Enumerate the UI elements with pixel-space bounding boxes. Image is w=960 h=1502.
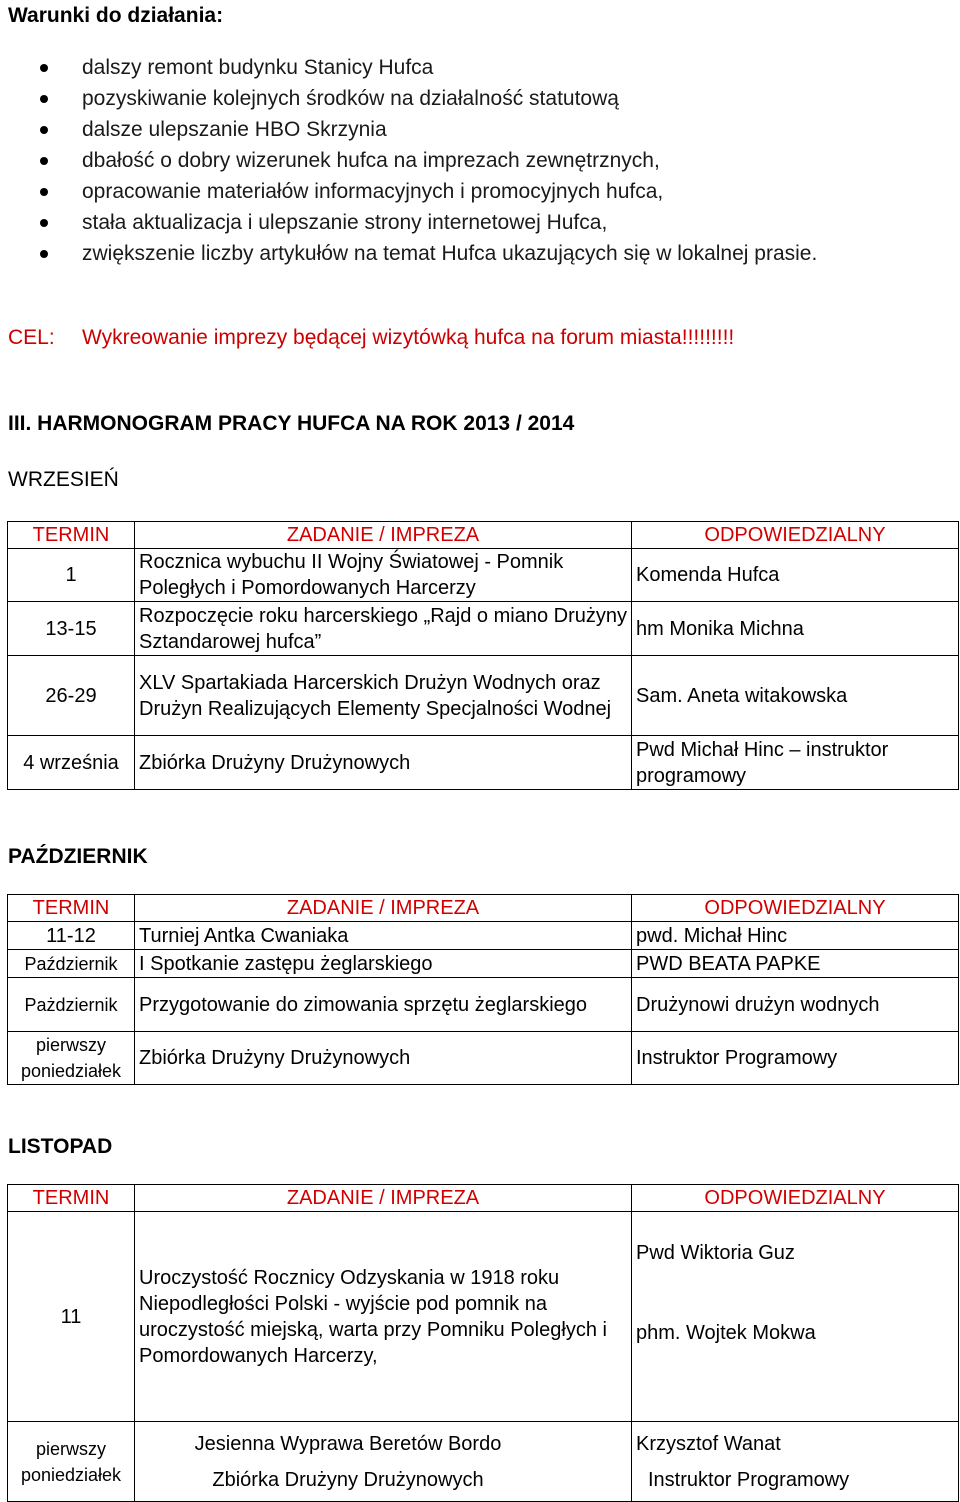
bullet-icon [40, 126, 48, 134]
cell-zadanie: I Spotkanie zastępu żeglarskiego [135, 950, 632, 978]
bullet-icon [40, 219, 48, 227]
goal-text: Wykreowanie imprezy będącej wizytówką hufca na forum miasta [82, 326, 682, 349]
header-odpowiedzialny: ODPOWIEDZIALNY [632, 522, 959, 549]
cell-termin: pierwszy poniedziałek [8, 1422, 135, 1502]
month-title-october: PAŹDZIERNIK [8, 845, 148, 868]
table-row [8, 978, 959, 1032]
cell-zadanie [135, 1422, 632, 1502]
table-row [8, 1212, 959, 1422]
cell-termin: 11 [8, 1212, 135, 1422]
cell-zadanie: Rozpoczęcie roku harcerskiego „Rajd o miano Drużyny Sztandarowej hufca” [135, 602, 632, 656]
schedule-title: III. HARMONOGRAM PRACY HUFCA NA ROK 2013 / 2014 [8, 412, 575, 435]
cell-termin: pierwszy poniedziałek [8, 1032, 135, 1085]
bullet-icon [40, 157, 48, 165]
table-row [8, 549, 959, 602]
cell-odpowiedzialny: hm Monika Michna [632, 602, 959, 656]
header-odpowiedzialny: ODPOWIEDZIALNY [632, 895, 959, 922]
conditions-title: Warunki do działania: [8, 4, 224, 27]
list-item: stała aktualizacja i ulepszanie strony internetowej Hufca, [0, 207, 960, 238]
table-row [8, 922, 959, 950]
cell-odpowiedzialny: Pwd Michał Hinc – instruktor programowy [632, 736, 959, 790]
cell-odpowiedzialny: PWD BEATA PAPKE [632, 950, 959, 978]
table-header-row [8, 895, 959, 922]
cell-termin: 26-29 [8, 656, 135, 736]
cell-odpowiedzialny [632, 1422, 959, 1502]
list-item: dalszy remont budynku Stanicy Hufca [0, 52, 960, 83]
table-row [8, 656, 959, 736]
list-item: dbałość o dobry wizerunek hufca na imprezach zewnętrznych, [0, 145, 960, 176]
header-odpowiedzialny: ODPOWIEDZIALNY [632, 1185, 959, 1212]
list-item: zwiększenie liczby artykułów na temat Hufca ukazujących się w lokalnej prasie. [0, 238, 960, 269]
goal [8, 326, 734, 350]
cell-zadanie: Przygotowanie do zimowania sprzętu żeglarskiego [135, 978, 632, 1032]
table-row [8, 602, 959, 656]
cell-zadanie: Zbiórka Drużyny Drużynowych [135, 736, 632, 790]
responsible-person: Pwd Wiktoria Guz [636, 1242, 795, 1264]
month-title-november: LISTOPAD [8, 1135, 113, 1158]
cell-zadanie: XLV Spartakiada Harcerskich Drużyn Wodnych oraz Drużyn Realizujących Elementy Specjalności Wodnej [135, 656, 632, 736]
bullet-icon [40, 250, 48, 258]
table-header-row [8, 522, 959, 549]
bullet-icon [40, 95, 48, 103]
responsible-person: Instruktor Programowy [648, 1468, 850, 1491]
cell-odpowiedzialny: Komenda Hufca [632, 549, 959, 602]
cell-odpowiedzialny: Drużynowi drużyn wodnych [632, 978, 959, 1032]
cell-termin: 11-12 [8, 922, 135, 950]
cell-odpowiedzialny [632, 1212, 959, 1422]
header-zadanie: ZADANIE / IMPREZA [135, 522, 632, 549]
schedule-table-september [7, 521, 959, 790]
cell-termin: 4 września [8, 736, 135, 790]
cell-odpowiedzialny: Sam. Aneta witakowska [632, 656, 959, 736]
table-row [8, 1032, 959, 1085]
goal-label: CEL: [8, 326, 55, 349]
list-item: dalsze ulepszanie HBO Skrzynia [0, 114, 960, 145]
table-row [8, 950, 959, 978]
list-item: pozyskiwanie kolejnych środków na działalność statutową [0, 83, 960, 114]
cell-zadanie: Zbiórka Drużyny Drużynowych [135, 1032, 632, 1085]
header-zadanie: ZADANIE / IMPREZA [135, 895, 632, 922]
header-termin: TERMIN [8, 522, 135, 549]
header-zadanie: ZADANIE / IMPREZA [135, 1185, 632, 1212]
cell-zadanie: Rocznica wybuchu II Wojny Światowej - Pomnik Poległych i Pomordowanych Harcerzy [135, 549, 632, 602]
task-text: Jesienna Wyprawa Beretów Bordo [194, 1432, 502, 1455]
bullet-icon [40, 64, 48, 72]
bullet-icon [40, 188, 48, 196]
table-row [8, 1422, 959, 1502]
responsible-person: Krzysztof Wanat [636, 1432, 781, 1455]
cell-termin: 1 [8, 549, 135, 602]
responsible-person: phm. Wojtek Mokwa [636, 1322, 816, 1344]
schedule-table-october [7, 894, 959, 1085]
header-termin: TERMIN [8, 895, 135, 922]
cell-termin: Pażdziernik [8, 978, 135, 1032]
conditions-list [0, 52, 960, 269]
cell-zadanie: Uroczystość Rocznicy Odzyskania w 1918 roku Niepodległości Polski - wyjście pod pomnik na uroczystość miejską, warta przy Pomniku Poległych i Pomordowanych Harcerzy, [135, 1212, 632, 1422]
schedule-table-november [7, 1184, 959, 1502]
table-header-row [8, 1185, 959, 1212]
cell-odpowiedzialny: pwd. Michał Hinc [632, 922, 959, 950]
cell-termin: 13-15 [8, 602, 135, 656]
table-row [8, 736, 959, 790]
cell-zadanie: Turniej Antka Cwaniaka [135, 922, 632, 950]
month-title-september: WRZESIEŃ [8, 468, 119, 491]
cell-odpowiedzialny: Instruktor Programowy [632, 1032, 959, 1085]
cell-termin: Październik [8, 950, 135, 978]
goal-exclaim: !!!!!!!!! [681, 326, 735, 349]
header-termin: TERMIN [8, 1185, 135, 1212]
task-text: Zbiórka Drużyny Drużynowych [212, 1468, 484, 1491]
list-item: opracowanie materiałów informacyjnych i promocyjnych hufca, [0, 176, 960, 207]
